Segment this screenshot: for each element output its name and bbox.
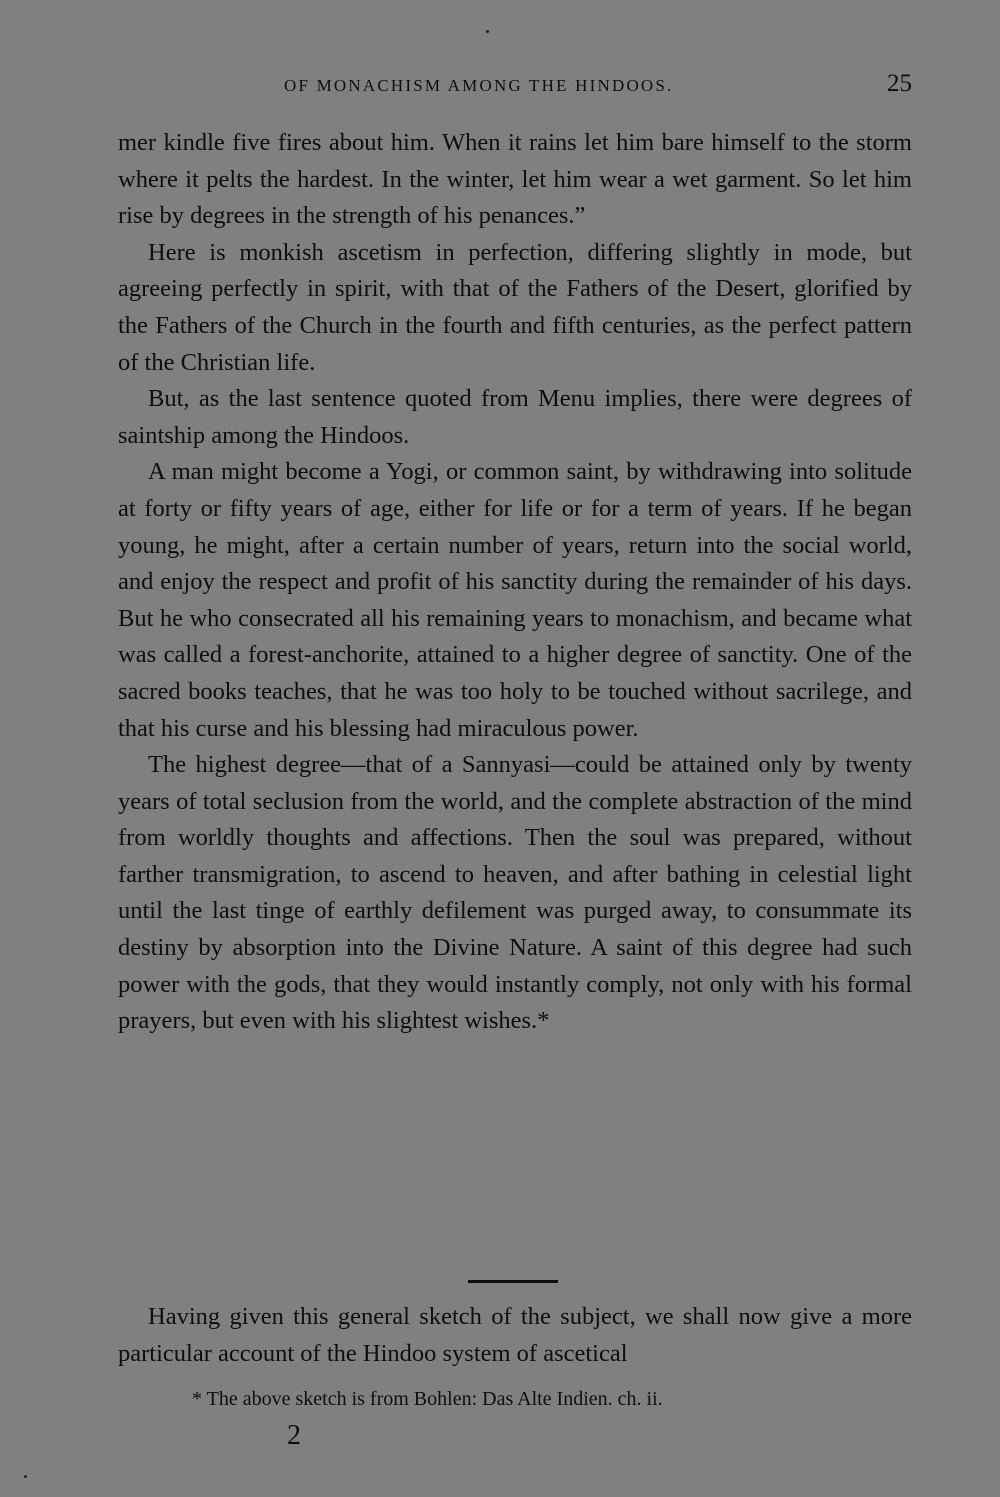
page-number: 25 (887, 70, 912, 97)
paragraph-1: mer kindle five fires about him. When it rains let him bare himself to the storm where it pelts the hardest. In the winter, let him wear a wet garment. So let him rise by degrees in the strength of his penances.” (118, 129, 912, 230)
page-header (118, 70, 912, 106)
section-divider (468, 1280, 558, 1283)
signature-mark: 2 (287, 1420, 301, 1451)
paragraph-5: The highest degree—that of a Sannyasi—could be attained only by twenty years of total seclusion from the world, and the complete abstraction of the mind from worldly thoughts and affections. Then the soul was prepared, without farther transmigration, to ascend to heaven, and after bathing in celestial light until the last tinge of earthly defilement was purged away, to consummate its destiny by absorption into the Divine Nature. A saint of this degree had such power with the gods, that they would instantly comply, not only with his formal prayers, but even with his slightest wishes.* (118, 751, 912, 1035)
speck (486, 30, 489, 33)
paragraph-2: Here is monkish ascetism in perfection, differing slightly in mode, but agreeing perfectly in spirit, with that of the Fathers of the Desert, glorified by the Fathers of the Church in the fourth and fifth centuries, as the perfect pattern of the Christian life. (118, 238, 912, 376)
body-text (118, 125, 912, 1040)
continuation-text (118, 1299, 912, 1372)
paragraph-6: Having given this general sketch of the subject, we shall now give a more particular account of the Hindoo system of ascetical (118, 1303, 912, 1367)
paragraph-4: A man might become a Yogi, or common saint, by withdrawing into solitude at forty or fifty years of age, either for life or for a term of years. If he began young, he might, after a certain number of years, return into the social world, and enjoy the respect and profit of his sanctity during the remainder of his days. But he who consecrated all his remaining years to monachism, and became what was called a forest-anchorite, attained to a higher degree of sanctity. One of the sacred books teaches, that he was too holy to be touched without sacrilege, and that his curse and his blessing had miraculous power. (118, 458, 912, 742)
footnote: * The above sketch is from Bohlen: Das Alte Indien. ch. ii. (192, 1388, 663, 1410)
running-title: OF MONACHISM AMONG THE HINDOOS. (284, 76, 674, 95)
speck (24, 1475, 27, 1478)
paragraph-3: But, as the last sentence quoted from Menu implies, there were degrees of saintship among the Hindoos. (118, 385, 912, 449)
